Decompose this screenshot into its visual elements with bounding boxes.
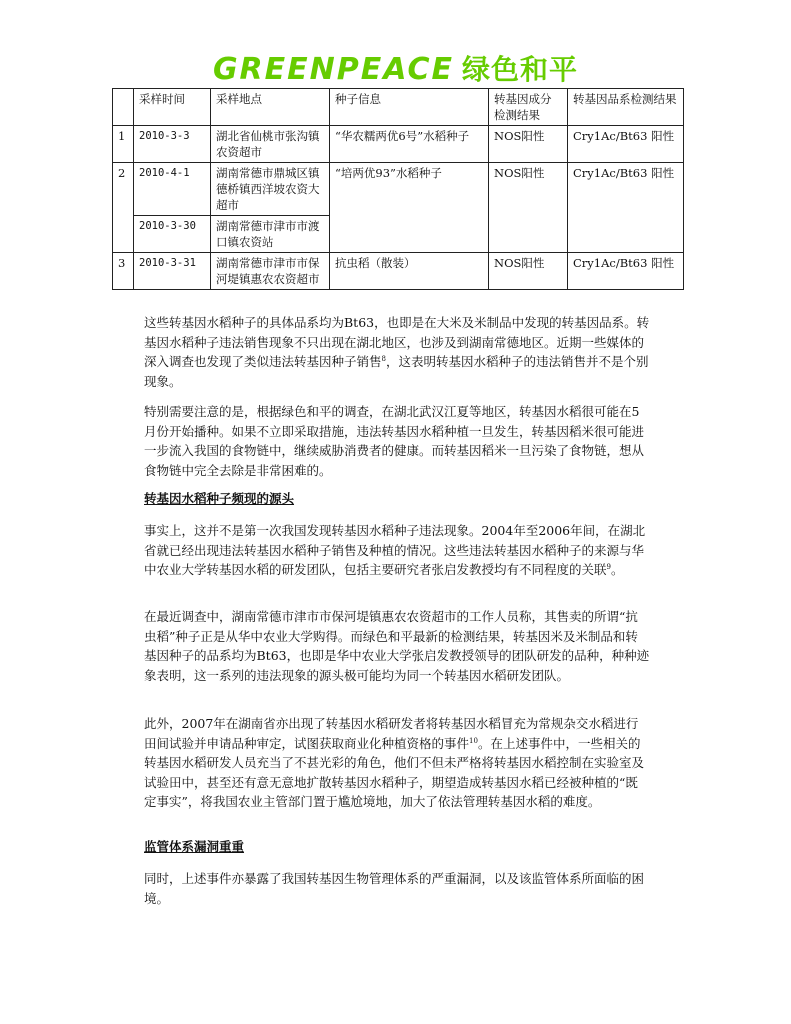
paragraph-text: 事实上，这并不是第一次我国发现转基因水稻种子违法现象。2004年至2006年间，在湖北省就已经出现违法转基因水稻种子销售及种植的情况。这些违法转基因水稻种子的来源与华中农业大学转基因水稻的研发团队，包括主要研究者张启发教授均有不同程度的关联 bbox=[144, 523, 646, 577]
cell-date: 2010-4-1 bbox=[134, 163, 211, 216]
cell-place: 湖南常德市鼎城区镇德桥镇西洋坡农资大超市 bbox=[211, 163, 330, 216]
table-header-row bbox=[113, 89, 684, 126]
header-place: 采样地点 bbox=[211, 89, 330, 126]
paragraph-text: 。在上述事件中，一些相关的转基因水稻研发人员充当了不甚光彩的角色，他们不但未严格将转基因水稻控制在实验室及试验田中，甚至还有意无意地扩散转基因水稻种子，期望造成转基因水稻已经被种植的“既定事实”，将我国农业主管部门置于尴尬境地，加大了依法管理转基因水稻的难度。 bbox=[144, 735, 645, 809]
paragraph-text: 此外，2007年在湖南省亦出现了转基因水稻研发者将转基因水稻冒充为常规杂交水稻进行田间试验并申请品种审定，试图获取商业化种植资格的事件 bbox=[144, 716, 639, 751]
table-row bbox=[113, 253, 684, 290]
paragraph-investigation: 在最近调查中，湖南常德市津市市保河堤镇惠农农资超市的工作人员称，其售卖的所谓“抗虫稻”种子正是从华中农业大学购得。而绿色和平最新的检测结果，转基因米及米制品和转基因种子的品系均为Bt63，也即是华中农业大学张启发教授领导的团队研发的品种，种种迹象表明，这一系列的违法现象的源头极可能均为同一个转基因水稻研发团队。 bbox=[144, 609, 650, 683]
table-row bbox=[113, 126, 684, 163]
header-no bbox=[113, 89, 134, 126]
cell-date: 2010-3-30 bbox=[134, 216, 211, 253]
cell-place: 湖南常德市津市市渡口镇农资站 bbox=[211, 216, 330, 253]
cell-gm-result: NOS阳性 bbox=[489, 253, 568, 290]
paragraph-text: 。 bbox=[610, 562, 624, 577]
section-heading-source: 转基因水稻种子频现的源头 bbox=[144, 491, 295, 506]
cell-line-result: Cry1Ac/Bt63 阳性 bbox=[568, 163, 684, 253]
cell-date: 2010-3-3 bbox=[134, 126, 211, 163]
paragraph-history bbox=[144, 521, 650, 580]
paragraph-hunan-2007 bbox=[144, 714, 650, 812]
cell-no: 1 bbox=[113, 126, 134, 163]
cell-seed: “华农糯两优6号”水稻种子 bbox=[330, 126, 489, 163]
cell-no: 2 bbox=[113, 163, 134, 253]
logo-english: GREENPEACE bbox=[212, 52, 455, 87]
cell-seed: 抗虫稻（散装） bbox=[330, 253, 489, 290]
paragraph-text: ，这表明转基因水稻种子的违法销售并不是个别现象。 bbox=[144, 354, 649, 389]
paragraph-loopholes: 同时，上述事件亦暴露了我国转基因生物管理体系的严重漏洞，以及该监管体系所面临的困境。 bbox=[144, 871, 645, 906]
footnote-ref: 10 bbox=[469, 736, 478, 745]
section-heading-regulation: 监管体系漏洞重重 bbox=[144, 839, 245, 854]
cell-date: 2010-3-31 bbox=[134, 253, 211, 290]
table-row bbox=[113, 163, 684, 216]
header-date: 采样时间 bbox=[134, 89, 211, 126]
cell-line-result: Cry1Ac/Bt63 阳性 bbox=[568, 126, 684, 163]
paragraph-text: 这些转基因水稻种子的具体品系均为Bt63，也即是在大米及米制品中发现的转基因品系。转基因水稻种子违法销售现象不只出现在湖北地区，也涉及到湖南常德地区。近期一些媒体的深入调查也发现了类似违法转基因种子销售 bbox=[144, 315, 650, 369]
header-line-result: 转基因品系检测结果 bbox=[568, 89, 684, 126]
footnote-ref: 9 bbox=[606, 562, 611, 571]
cell-place: 湖南常德市津市市保河堤镇惠农农资超市 bbox=[211, 253, 330, 290]
paragraph-bt63 bbox=[144, 313, 650, 391]
cell-gm-result: NOS阳性 bbox=[489, 126, 568, 163]
logo-chinese: 绿色和平 bbox=[462, 53, 579, 86]
sampling-table bbox=[112, 88, 684, 290]
header-gm-result: 转基因成分检测结果 bbox=[489, 89, 568, 126]
footnote-ref: 8 bbox=[381, 354, 386, 363]
greenpeace-logo bbox=[0, 48, 791, 88]
cell-seed: “培两优93”水稻种子 bbox=[330, 163, 489, 253]
header-seed: 种子信息 bbox=[330, 89, 489, 126]
cell-place: 湖北省仙桃市张沟镇农资超市 bbox=[211, 126, 330, 163]
cell-line-result: Cry1Ac/Bt63 阳性 bbox=[568, 253, 684, 290]
cell-no: 3 bbox=[113, 253, 134, 290]
cell-gm-result: NOS阳性 bbox=[489, 163, 568, 253]
paragraph-planting: 特别需要注意的是，根据绿色和平的调查，在湖北武汉江夏等地区，转基因水稻很可能在5月份开始播种。如果不立即采取措施，违法转基因水稻种植一旦发生，转基因稻米很可能进一步流入我国的食物链中，继续威胁消费者的健康。而转基因稻米一旦污染了食物链，想从食物链中完全去除是非常困难的。 bbox=[144, 404, 645, 478]
